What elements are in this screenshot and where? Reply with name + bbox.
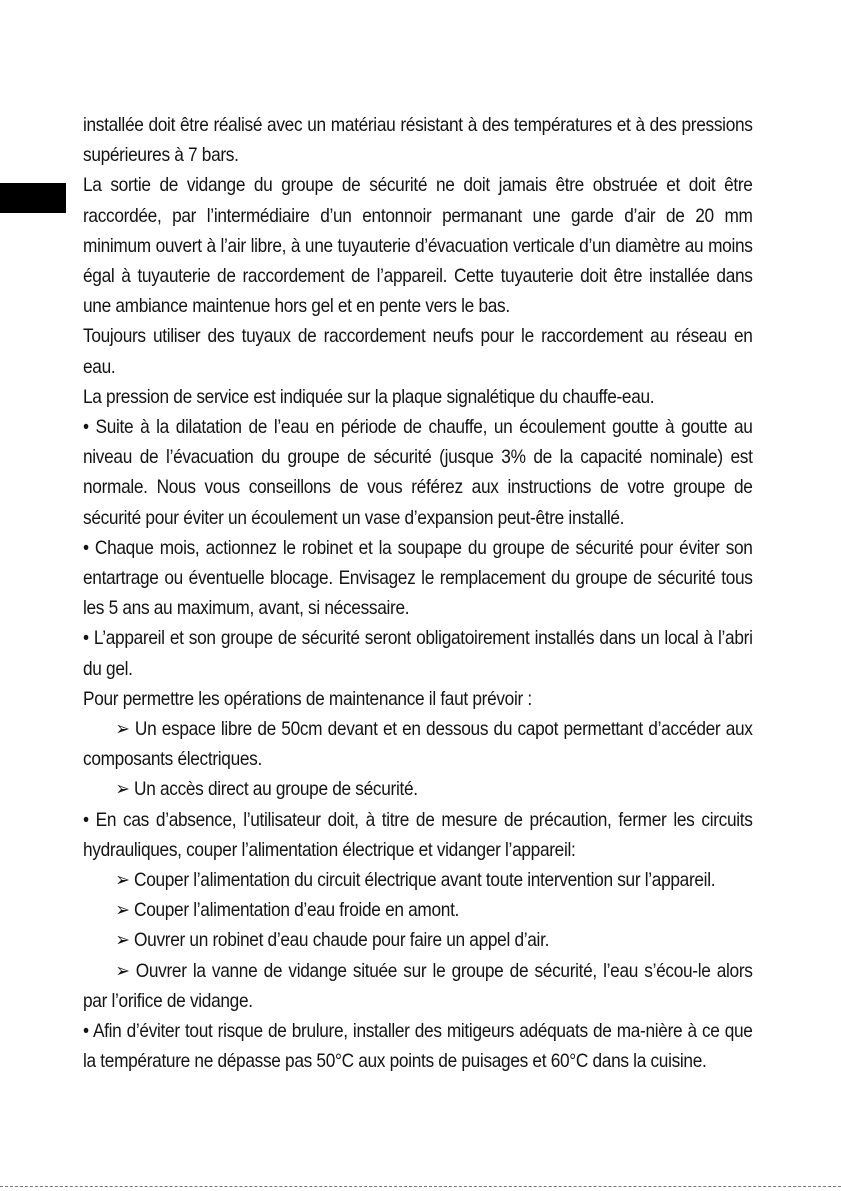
arrow-item: ➢ Ouvrer la vanne de vidange située sur le groupe de sécurité, l’eau s’écou-le alors par l’orifice de vidange. [83,960,753,1012]
paragraph: La sortie de vidange du groupe de sécurité ne doit jamais être obstruée et doit être raccordée, par l’intermédiaire d’un entonnoir permanant une garde d’air de 20 mm minimum ouvert à l’air libre, à une tuyauterie d’évacuation verticale d’un diamètre au moins égal à tuyauterie de raccordement de l’appareil. Cette tuyauterie doit être installée dans une ambiance maintenue hors gel et en pente vers le bas. [83,175,753,318]
paragraph: La pression de service est indiquée sur la plaque signalétique du chauffe-eau. [83,386,655,408]
paragraph: installée doit être réalisé avec un matériau résistant à des températures et à des pressions supérieures à 7 bars. [83,115,753,167]
document-body [83,111,753,1078]
paragraph: Toujours utiliser des tuyaux de raccordement neufs pour le raccordement au réseau en eau. [83,326,753,378]
arrow-item: ➢ Un espace libre de 50cm devant et en dessous du capot permettant d’accéder aux composants électriques. [83,719,753,771]
bullet-paragraph: • Suite à la dilatation de l’eau en période de chauffe, un écoulement goutte à goutte au niveau de l’évacuation du groupe de sécurité (jusque 3% de la capacité nominale) est normale. Nous vous conseillons de vous référez aux instructions de votre groupe de sécurité pour éviter un écoulement un vase d’expansion peut-être installé. [83,417,753,529]
arrow-item: ➢ Ouvrer un robinet d’eau chaude pour faire un appel d’air. [115,930,550,952]
arrow-item: ➢ Un accès direct au groupe de sécurité. [115,779,418,801]
arrow-item: ➢ Couper l’alimentation du circuit électrique avant toute intervention sur l’appareil. [115,870,716,892]
bullet-paragraph: • L’appareil et son groupe de sécurité seront obligatoirement installés dans un local à l’abri du gel. [83,628,753,680]
paragraph: Pour permettre les opérations de maintenance il faut prévoir : [83,688,532,710]
arrow-item: ➢ Couper l’alimentation d’eau froide en amont. [115,900,460,922]
page-edge-rule [0,1186,841,1187]
bullet-paragraph: • En cas d’absence, l’utilisateur doit, à titre de mesure de précaution, fermer les circuits hydrauliques, couper l’alimentation électrique et vidanger l’appareil: [83,809,753,861]
bullet-paragraph: • Chaque mois, actionnez le robinet et la soupape du groupe de sécurité pour éviter son entartrage ou éventuelle blocage. Envisagez le remplacement du groupe de sécurité tous les 5 ans au maximum, avant, si nécessaire. [83,537,753,620]
bullet-paragraph: • Afin d’éviter tout risque de brulure, installer des mitigeurs adéquats de ma-nière à ce que la température ne dépasse pas 50°C aux points de puisages et 60°C dans la cuisine. [83,1021,753,1073]
section-tab-marker [0,183,66,213]
